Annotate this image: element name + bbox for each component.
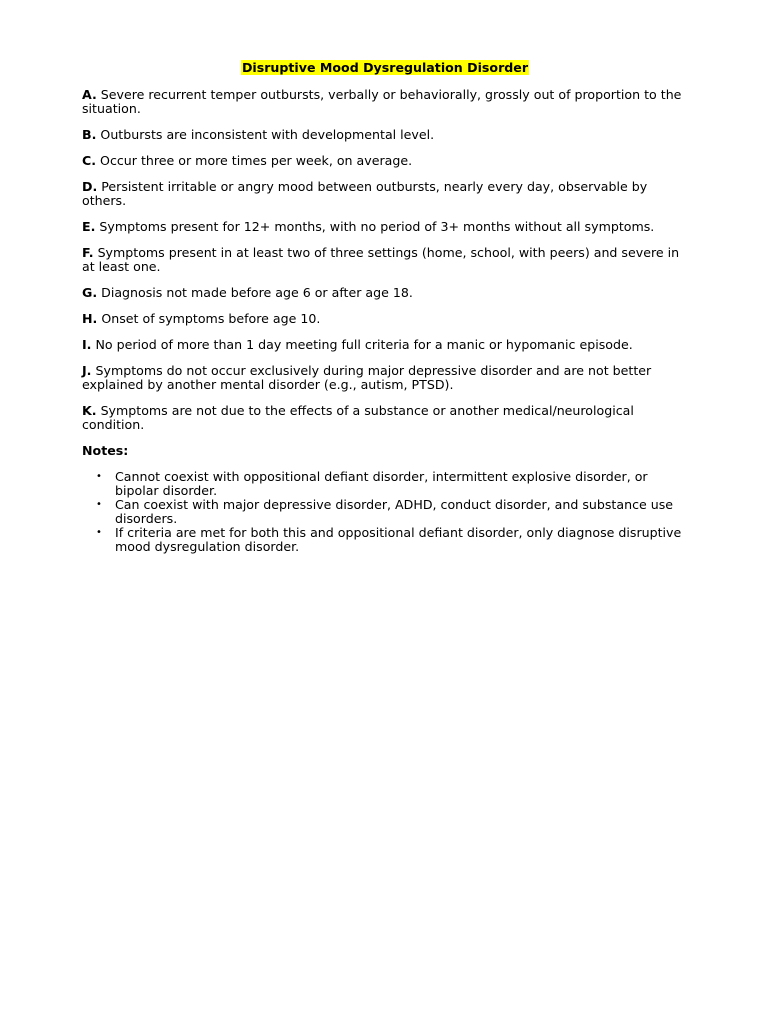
- criterion-g: [82, 286, 688, 300]
- criterion-j: [82, 364, 688, 392]
- criterion-text: Symptoms are not due to the effects of a substance or another medical/neurological condition.: [82, 403, 634, 432]
- list-item: [82, 526, 688, 554]
- criterion-text: Symptoms present for 12+ months, with no period of 3+ months without all symptoms.: [99, 219, 655, 234]
- criterion-letter: E.: [82, 219, 96, 234]
- criterion-e: [82, 220, 688, 234]
- list-item: [82, 498, 688, 526]
- criterion-text: Diagnosis not made before age 6 or after age 18.: [101, 285, 413, 300]
- note-text: Cannot coexist with oppositional defiant disorder, intermittent explosive disorder, or bipolar disorder.: [115, 469, 648, 498]
- criterion-d: [82, 180, 688, 208]
- bullet-icon: •: [96, 499, 102, 510]
- criterion-i: [82, 338, 688, 352]
- criterion-letter: K.: [82, 403, 97, 418]
- criterion-letter: B.: [82, 127, 97, 142]
- criterion-letter: H.: [82, 311, 98, 326]
- notes-list: [82, 470, 688, 554]
- list-item: [82, 470, 688, 498]
- criterion-letter: J.: [82, 363, 92, 378]
- document-title: Disruptive Mood Dysregulation Disorder: [241, 60, 529, 75]
- criterion-text: Outbursts are inconsistent with developmental level.: [100, 127, 435, 142]
- note-text: If criteria are met for both this and oppositional defiant disorder, only diagnose disruptive mood dysregulation disorder.: [115, 525, 682, 554]
- criterion-letter: A.: [82, 87, 97, 102]
- criterion-text: Symptoms present in at least two of three settings (home, school, with peers) and severe in at least one.: [82, 245, 680, 274]
- criterion-letter: C.: [82, 153, 97, 168]
- criterion-text: Symptoms do not occur exclusively during major depressive disorder and are not better explained by another mental disorder (e.g., autism, PTSD).: [82, 363, 652, 392]
- criterion-letter: F.: [82, 245, 94, 260]
- criterion-text: Severe recurrent temper outbursts, verbally or behaviorally, grossly out of proportion to the situation.: [82, 87, 682, 116]
- criterion-letter: I.: [82, 337, 92, 352]
- criterion-b: [82, 128, 688, 142]
- criterion-text: Occur three or more times per week, on average.: [100, 153, 413, 168]
- document-page: [82, 61, 688, 554]
- bullet-icon: •: [96, 527, 102, 538]
- criterion-a: [82, 88, 688, 116]
- criterion-f: [82, 246, 688, 274]
- criterion-text: No period of more than 1 day meeting full criteria for a manic or hypomanic episode.: [95, 337, 633, 352]
- criterion-k: [82, 404, 688, 432]
- criterion-letter: G.: [82, 285, 98, 300]
- criterion-h: [82, 312, 688, 326]
- bullet-icon: •: [96, 471, 102, 482]
- note-text: Can coexist with major depressive disorder, ADHD, conduct disorder, and substance use disorders.: [115, 497, 674, 526]
- criterion-text: Onset of symptoms before age 10.: [101, 311, 321, 326]
- title-row: [82, 61, 688, 76]
- criterion-letter: D.: [82, 179, 98, 194]
- criterion-text: Persistent irritable or angry mood between outbursts, nearly every day, observable by others.: [82, 179, 648, 208]
- criterion-c: [82, 154, 688, 168]
- notes-heading: Notes:: [82, 443, 129, 458]
